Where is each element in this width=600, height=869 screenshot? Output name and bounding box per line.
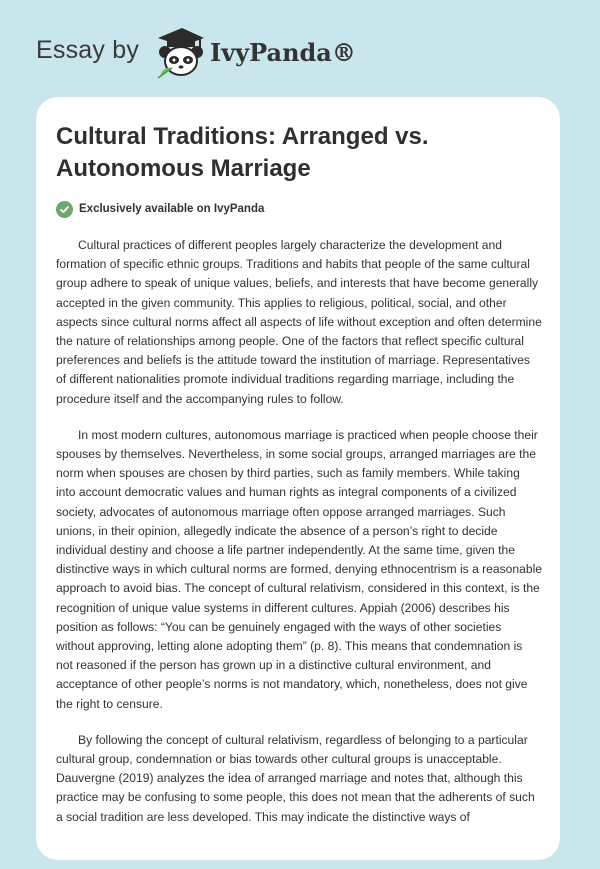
exclusive-label: Exclusively available on IvyPanda xyxy=(79,203,265,215)
site-header xyxy=(0,0,600,92)
panda-graduate-icon[interactable] xyxy=(152,24,208,80)
paragraph: By following the concept of cultural relativism, regardless of belonging to a particular cultural group, condemnation or bias towards other cultural groups is unacceptable. Dauvergne (2019) analyzes the idea of arranged marriage and notes that, although this practice may be confusing to some people, this does not mean that the adherents of such a social tradition are less developed. This may indicate the distinctive ways of xyxy=(56,732,535,824)
essay-title: Cultural Traditions: Arranged vs. Autonomous Marriage xyxy=(56,123,429,182)
essay-body xyxy=(56,236,542,844)
check-icon xyxy=(56,201,73,218)
essay-card xyxy=(36,97,560,860)
paragraph: In most modern cultures, autonomous marriage is practiced when people choose their spouses by themselves. Nevertheless, in some social groups, arranged marriages are the norm when spouses are chosen by third parties, such as family members. While taking into account democratic values and human rights as integral components of a civilized society, advocates of autonomous marriage often oppose arranged marriages. Such unions, in their opinion, allegedly indicate the absence of a person’s right to decide individual destiny and choose a life partner independently. At the same time, given the distinctive ways in which cultural norms are formed, denying ethnocentrism is a reasonable approach to avoid bias. The concept of cultural relativism, considered in this context, is the recognition of unique value systems in different cultures. Appiah (2006) describes his position as follows: “You can be genuinely engaged with the ways of other societies without approving, letting alone adopting them” (p. 8). This means that condemnation is not reasoned if the person has grown up in a distinctive cultural environment, and acceptance of other people’s norms is not mandatory, which, nonetheless, does not give the right to censure. xyxy=(56,427,542,711)
brand-name[interactable]: IvyPanda® xyxy=(210,38,356,67)
paragraph: Cultural practices of different peoples largely characterize the development and formation of specific ethnic groups. Traditions and habits that people of the same cultural group adhere to speak of unique values, beliefs, and interests that have become generally accepted in the given community. This applies to religious, political, social, and other aspects since cultural norms affect all aspects of life without exception and often determine the nature of relationships among people. One of the factors that reflect specific cultural preferences and beliefs is the attitude toward the institution of marriage. Representatives of different nationalities promote individual traditions regarding marriage, including the procedure itself and the accompanying rules to follow. xyxy=(56,238,542,406)
exclusive-badge xyxy=(56,199,264,219)
essay-by-label: Essay by xyxy=(36,36,140,64)
